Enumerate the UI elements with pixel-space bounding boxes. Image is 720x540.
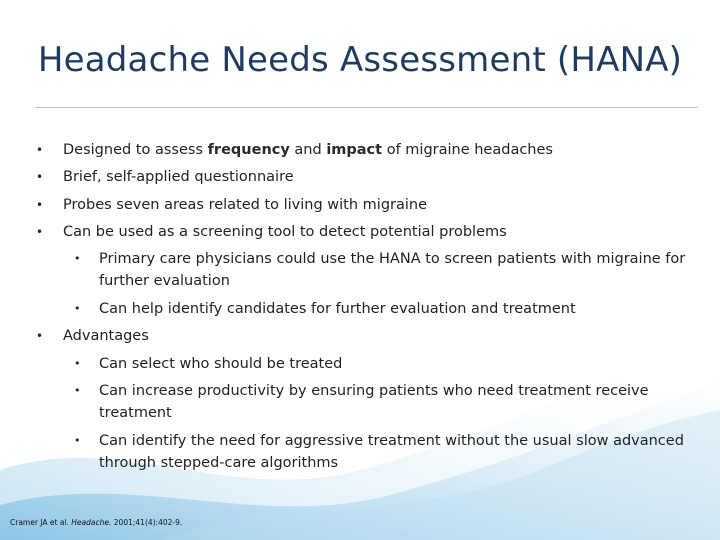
bullet-text: Primary care physicians could use the HANA to screen patients with migraine for further evaluation [99, 251, 686, 289]
bullet-text: Designed to assess [63, 142, 208, 158]
bullet-glyph: • [36, 198, 44, 212]
bullet-text: Can identify the need for aggressive treatment without the usual slow advanced through stepped-care algorithms [99, 433, 684, 471]
sub-bullet-item [74, 248, 689, 292]
bullet-item [36, 194, 683, 216]
citation-reference: 2001;41(4):402-9. [113, 518, 183, 527]
citation [10, 518, 182, 527]
sub-bullet-item [74, 298, 689, 320]
bullet-item [36, 221, 683, 243]
bullet-text: Advantages [63, 328, 149, 344]
bullet-text: Can increase productivity by ensuring patients who need treatment receive treatment [99, 383, 649, 421]
bullet-text: Probes seven areas related to living with migraine [63, 197, 428, 213]
bullet-emphasis-frequency: frequency [207, 142, 290, 158]
bullet-glyph: • [74, 357, 81, 370]
bullet-text: and [289, 142, 327, 158]
bullet-glyph: • [36, 225, 44, 239]
title-divider [36, 107, 698, 108]
bullet-item [36, 139, 683, 161]
bullet-item [36, 166, 683, 188]
citation-journal: Headache. [71, 518, 112, 527]
sub-bullet-item [74, 430, 689, 474]
slide-title: Headache Needs Assessment (HANA) [37, 40, 683, 80]
bullet-text: Can help identify candidates for further evaluation and treatment [99, 301, 576, 317]
bullet-text: Brief, self-applied questionnaire [63, 169, 294, 185]
sub-bullet-item [74, 353, 689, 375]
bullet-item [36, 325, 683, 347]
bullet-glyph: • [36, 170, 44, 184]
sub-bullet-item [74, 380, 689, 424]
bullet-text: Can be used as a screening tool to detect potential problems [63, 224, 507, 240]
bullet-glyph: • [74, 302, 81, 315]
bullet-text: Can select who should be treated [99, 356, 343, 372]
bullet-text: of migraine headaches [382, 142, 553, 158]
bullet-glyph: • [36, 329, 44, 343]
bullet-glyph: • [74, 252, 81, 265]
bullet-glyph: • [74, 434, 81, 447]
bullet-emphasis-impact: impact [326, 142, 383, 158]
bullet-glyph: • [36, 143, 44, 157]
citation-authors: Cramer JA et al. [10, 518, 69, 527]
bullet-glyph: • [74, 384, 81, 397]
